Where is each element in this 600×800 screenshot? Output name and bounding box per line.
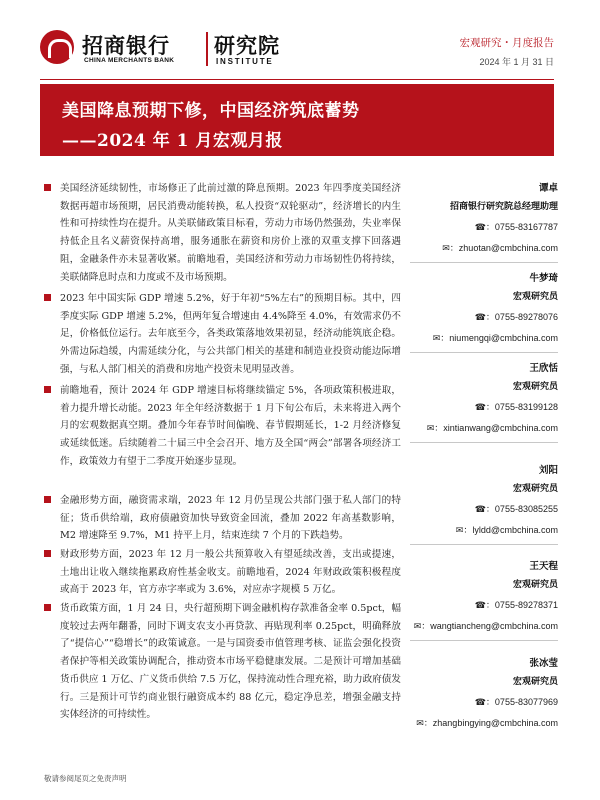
key-point (44, 180, 401, 286)
footer-disclaimer: 敬请参阅尾页之免责声明 (44, 774, 127, 783)
key-point-text: 货币政策方面，1 月 24 日，央行超预期下调金融机构存款准备金率 0.5pct，幅度较过去两年翻番，同时下调支农支小再贷款、再贴现利率 0.25pct，明确释放了“提信心”“稳增长”的政策诚意。一是与国资委市值管理考核、证监会强化投资者保护等相关政策协调配合，推动资本市场平稳健康发展。二是预计可增加基础货币供应 1 万亿、广义货币供给 7.5 万亿，保持流动性合理充裕，助力政府债发行。三是预计可节约商业银行融资成本约 88 亿元，稳定净息差，增强金融支持实体经济的可持续性。 (60, 603, 401, 721)
report-header (0, 0, 600, 80)
analyst-phone: ☎：0755-83167787 (474, 222, 558, 232)
report-date: 2024 年 1 月 31 日 (479, 57, 554, 67)
report-title: 美国降息预期下修，中国经济筑底蓄势 (62, 101, 360, 121)
key-point-text: 前瞻地看，预计 2024 年 GDP 增速目标将继续锚定 5%，各项政策积极进取，着力提升增长动能。2023 年全年经济数据于 1 月下旬公布后，未来将进入两个月的宏观数据真空期。叠加今年春节时间偏晚、春节假期延长，1-2 月经济修复或延续低迷。后续随着二十届三中全会召开、地方及全国“两会”部署各项经济工作，政策效力有望于二季度开始逐步显现。 (60, 385, 401, 467)
analyst-name: 谭卓 (538, 183, 558, 194)
analyst-title: 宏观研究员 (512, 677, 558, 687)
analyst-phone: ☎：0755-89278371 (474, 600, 558, 610)
logo-divider (206, 32, 208, 66)
analyst-title: 宏观研究员 (512, 292, 558, 302)
analyst-email[interactable]: ✉：xintianwang@cmbchina.com (426, 423, 558, 433)
key-point (44, 290, 401, 379)
analyst-email[interactable]: ✉：wangtiancheng@cmbchina.com (413, 621, 558, 631)
analyst-divider (410, 262, 558, 263)
analyst-title: 招商银行研究院总经理助理 (449, 202, 558, 212)
cmb-logo-icon (40, 30, 74, 64)
report-subtitle: ——2024 年 1 月宏观月报 (62, 131, 283, 151)
bullet-square-icon (44, 294, 51, 301)
key-point (44, 492, 401, 545)
key-point (44, 546, 401, 599)
analyst-title: 宏观研究员 (512, 484, 558, 494)
key-point-text: 金融形势方面，融资需求端，2023 年 12 月仍呈现公共部门强于私人部门的特征；货币供给端，政府债融资加快导致资金回流，叠加 2022 年高基数影响，M2 增速降至 9.7%，M1 持平上月，结束连续 7 个月的下跌趋势。 (60, 495, 401, 542)
key-point-text: 财政形势方面，2023 年 12 月一般公共预算收入有望延续改善，支出或提速，土地出让收入继续拖累政府性基金收支。前瞻地看，2024 年财政政策积极程度或高于 2023 年，官方赤字率或为 3.6%，对应赤字规模 5 万亿。 (60, 549, 401, 596)
analyst-phone: ☎：0755-83199128 (474, 402, 558, 412)
bullet-square-icon (44, 496, 51, 503)
header-divider (40, 79, 554, 80)
analyst-email[interactable]: ✉：zhuotan@cmbchina.com (442, 243, 558, 253)
bullet-square-icon (44, 386, 51, 393)
bullet-square-icon (44, 604, 51, 611)
analyst-name: 刘阳 (538, 465, 558, 476)
analyst-email[interactable]: ✉：zhangbingying@cmbchina.com (416, 718, 558, 728)
analyst-email[interactable]: ✉：niumengqi@cmbchina.com (432, 333, 558, 343)
analyst-phone: ☎：0755-83077969 (474, 697, 558, 707)
key-point (44, 382, 401, 471)
analyst-email[interactable]: ✉：lyldd@cmbchina.com (455, 525, 558, 535)
analyst-divider (410, 352, 558, 353)
analyst-phone: ☎：0755-83085255 (474, 504, 558, 514)
institute-name-en: INSTITUTE (216, 57, 274, 66)
analyst-title: 宏观研究员 (512, 382, 558, 392)
analyst-name: 王欣恬 (529, 363, 558, 374)
key-point-text: 2023 年中国实际 GDP 增速 5.2%，好于年初“5%左右”的预期目标。其中，四季度实际 GDP 增速 5.2%，但两年复合增速由 4.4%降至 4.0%，有效需求仍不足，价格低位运行。去年底至今，各类政策落地效果初显，经济动能筑底企稳。外需边际趋缓，内需延续分化，与公共部门相关的基建和制造业投资动能边际增强，与私人部门相关的消费和房地产投资未见明显改善。 (60, 293, 401, 375)
analyst-title: 宏观研究员 (512, 580, 558, 590)
bullet-square-icon (44, 550, 51, 557)
key-point (44, 600, 401, 724)
bank-name-en: CHINA MERCHANTS BANK (84, 57, 175, 64)
institute-name: 研究院 (214, 33, 280, 58)
analyst-name: 王天程 (529, 561, 558, 572)
analyst-divider (410, 544, 558, 545)
report-type: 宏观研究・月度报告 (459, 37, 554, 49)
bullet-square-icon (44, 184, 51, 191)
bank-name: 招商银行 (82, 33, 170, 58)
analyst-divider (410, 640, 558, 641)
analyst-phone: ☎：0755-89278076 (474, 312, 558, 322)
analyst-name: 张冰莹 (529, 658, 558, 669)
analyst-divider (410, 442, 558, 443)
key-point-text: 美国经济延续韧性，市场修正了此前过激的降息预期。2023 年四季度美国经济数据再超市场预期，居民消费动能转换，私人投资“双轮驱动”，经济增长的内生性和可持续性均在提升。从美联储政策目标看，劳动力市场仍然强劲，失业率保持低企且名义薪资保持高增，服务通胀在薪资和房价上涨的双重支撑下回落遇阻，金融条件亦未显著收紧。前瞻地看，美国经济和劳动力市场韧性仍将持续，美联储降息时点和力度或不及市场预期。 (60, 183, 401, 283)
analyst-name: 牛梦琦 (529, 273, 558, 284)
